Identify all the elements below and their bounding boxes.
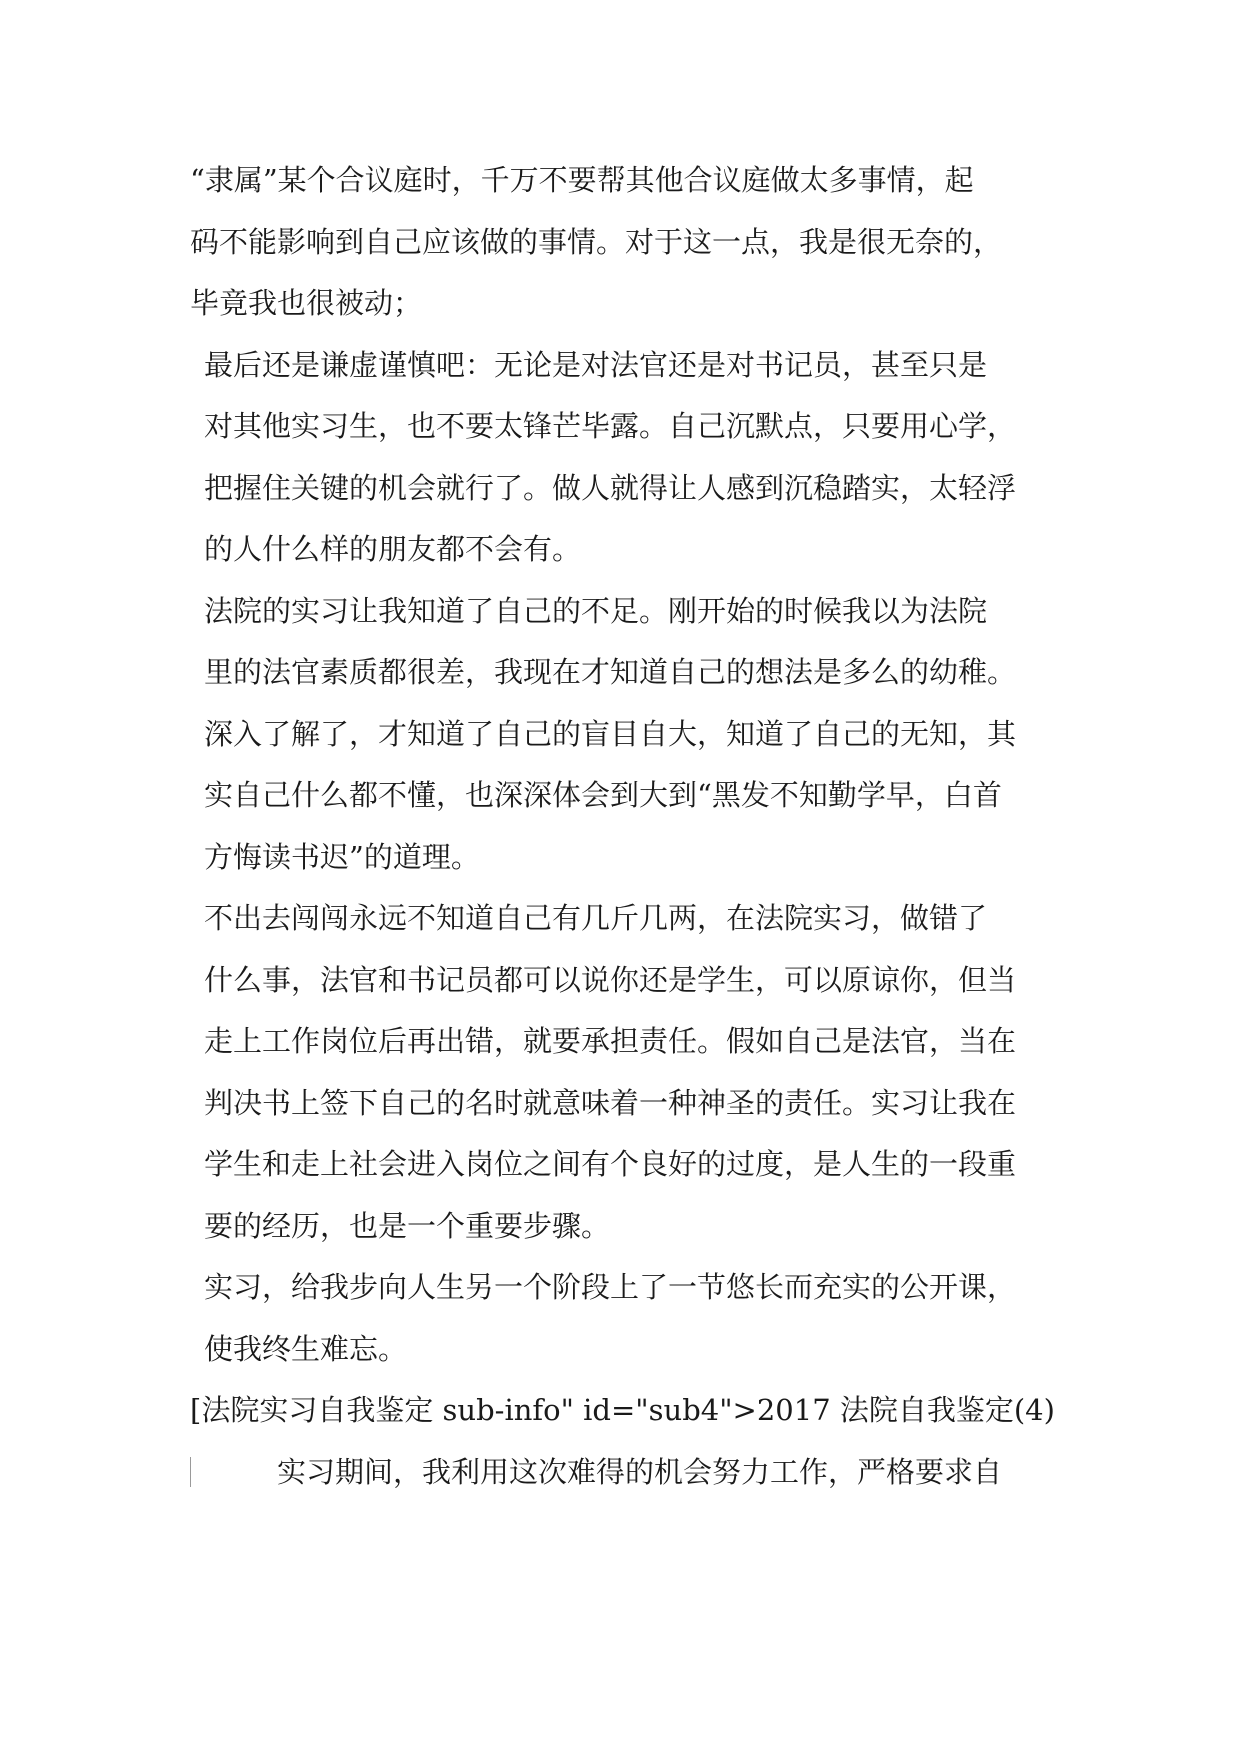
text-line: 码不能影响到自己应该做的事情。对于这一点，我是很无奈的， [190, 224, 1003, 259]
text-line: 使我终生难忘。 [204, 1331, 408, 1366]
text-line: 把握住关键的机会就行了。做人就得让人感到沉稳踏实，太轻浮 [204, 470, 1017, 505]
text-line: 里的法官素质都很差，我现在才知道自己的想法是多么的幼稚。 [204, 655, 1017, 689]
document-body [190, 150, 1060, 1503]
text-line: 要的经历，也是一个重要步骤。 [204, 1208, 611, 1243]
text-line: 的人什么样的朋友都不会有。 [204, 532, 582, 566]
text-line: 最后还是谦虚谨慎吧：无论是对法官还是对书记员，甚至只是 [204, 347, 988, 382]
text-line: 深入了解了，才知道了自己的盲目自大，知道了自己的无知，其 [204, 716, 1017, 751]
last-text-row [190, 1442, 1060, 1504]
paragraph [190, 1257, 1060, 1380]
text-line: 毕竟我也很被动； [190, 286, 423, 320]
text-line: 学生和走上社会进入岗位之间有个良好的过度，是人生的一段重 [204, 1147, 1017, 1181]
text-line: 方悔读书迟”的道理。 [204, 839, 480, 874]
paragraph [190, 150, 1060, 335]
paragraph [190, 888, 1060, 1257]
text-line: 什么事，法官和书记员都可以说你还是学生，可以原谅你，但当 [204, 962, 1017, 997]
text-line: 对其他实习生，也不要太锋芒毕露。自己沉默点，只要用心学， [204, 409, 1017, 443]
text-line: 实自己什么都不懂，也深深体会到大到“黑发不知勤学早，白首 [204, 778, 1002, 812]
text-line: 实习，给我步向人生另一个阶段上了一节悠长而充实的公开课， [204, 1270, 1017, 1304]
link-text-line: [法院实习自我鉴定 sub-info" id="sub4">2017 法院自我鉴定(4) [190, 1393, 1055, 1427]
paragraph [190, 581, 1060, 889]
vertical-bar-divider [190, 1457, 191, 1487]
text-line: “隶属”某个合议庭时，千万不要帮其他合议庭做太多事情，起 [190, 163, 974, 197]
text-line: 不出去闯闯永远不知道自己有几斤几两，在法院实习，做错了 [204, 901, 988, 935]
paragraph [190, 335, 1060, 581]
paragraph [190, 1380, 1060, 1442]
text-line: 实习期间，我利用这次难得的机会努力工作，严格要求自 [277, 1454, 1003, 1489]
text-line: 走上工作岗位后再出错，就要承担责任。假如自己是法官，当在 [204, 1024, 1017, 1058]
text-line: 判决书上签下自己的名时就意味着一种神圣的责任。实习让我在 [204, 1085, 1017, 1120]
text-line: 法院的实习让我知道了自己的不足。刚开始的时候我以为法院 [204, 593, 988, 628]
